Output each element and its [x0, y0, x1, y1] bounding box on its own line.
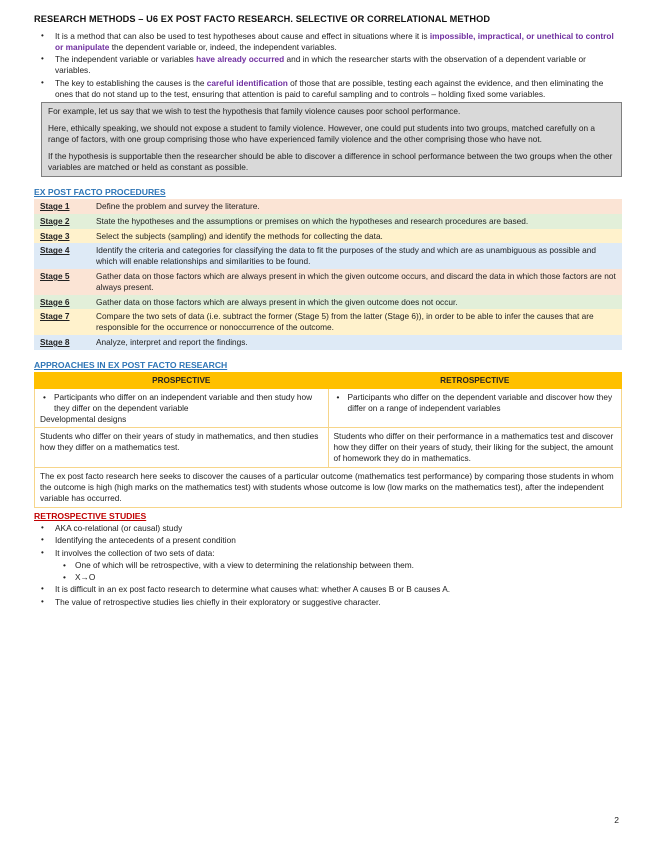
prospective-extra: Developmental designs — [40, 413, 127, 424]
retrospective-example-cell: Students who differ on their performance in a mathematics test and discover how they differ on their years of study, their liking for the subject, the amount of homework they do in mathematics. — [328, 428, 622, 468]
stage-label: Stage 1 — [40, 200, 70, 211]
stage-label: Stage 5 — [40, 270, 70, 281]
sub-list-item: • One of which will be retrospective, with a view to determining the relationship between them. — [55, 560, 622, 571]
sub-list-item: • X→O — [55, 572, 622, 583]
list-item: • Identifying the antecedents of a present condition — [34, 535, 622, 546]
example-paragraph-3: If the hypothesis is supportable then the researcher should be able to discover a difference in school performance between the two groups when the other variables are matched or held as constant as possible. — [48, 151, 613, 173]
page-number: 2 — [614, 815, 619, 825]
stage-label: Stage 2 — [40, 215, 70, 226]
intro-bullet-2: • The independent variable or variables have already occurred and in which the researcher starts with the observation of a dependent variable or variables. — [34, 54, 622, 76]
document-title: RESEARCH METHODS – U6 EX POST FACTO RESEARCH. SELECTIVE OR CORRELATIONAL METHOD — [34, 14, 491, 24]
table-row — [35, 468, 622, 508]
approaches-header-row — [35, 372, 622, 388]
prospective-header: PROSPECTIVE — [35, 372, 329, 388]
intro-bullet-1: • It is a method that can also be used to test hypotheses about cause and effect in situations where it is impossible, impractical, or unethical to control or manipulate the dependent variable or, indeed, the independent variables. — [34, 31, 622, 53]
stage-label: Stage 6 — [40, 296, 70, 307]
list-item: • The value of retrospective studies lies chiefly in their exploratory or suggestive character. — [34, 597, 622, 608]
stage-row — [34, 243, 622, 269]
highlight-text: have already occurred — [196, 54, 285, 65]
stage-row — [34, 309, 622, 335]
stage-row — [34, 269, 622, 295]
stage-label: Stage 7 — [40, 311, 70, 322]
stage-description: Gather data on those factors which are always present in which the given outcome occurs, and discard the data in which those factors are not always present. — [96, 270, 616, 292]
list-item: • It involves the collection of two sets of data: • One of which will be retrospective, with a view to determining the relationship between them. • X→O — [34, 548, 622, 583]
stage-row — [34, 199, 622, 214]
retrospective-definition-cell — [328, 388, 622, 428]
stage-description: Analyze, interpret and report the findings. — [96, 336, 248, 347]
stage-label: Stage 3 — [40, 230, 70, 241]
stage-label: Stage 4 — [40, 245, 70, 256]
stage-description: Gather data on those factors which are always present in which the given outcome does not occur. — [96, 296, 458, 307]
stage-description: Identify the criteria and categories for classifying the data to fit the purposes of the study and which are as unambiguous as possible and which will enable relationships and similarities to be found. — [96, 245, 596, 267]
prospective-definition: • Participants who differ on an independent variable and then study how they differ on the dependent variable — [40, 392, 323, 414]
intro-bullet-3: • The key to establishing the causes is the careful identification of those that are possible, testing each against the evidence, and then eliminating the ones that do not stand up to the test, ensuring that attention is paid to careful sampling and to controls – holding fixed some variables. — [34, 78, 622, 100]
table-row — [35, 428, 622, 468]
list-item: • It is difficult in an ex post facto research to determine what causes what: whether A causes B or B causes A. — [34, 584, 622, 595]
stage-row — [34, 335, 622, 350]
example-box — [41, 102, 622, 177]
document-page — [34, 14, 622, 609]
highlight-text: careful identification — [206, 77, 288, 88]
retrospective-definition: • Participants who differ on the dependent variable and discover how they differ on a range of independent variables — [334, 392, 617, 414]
list-item: • AKA co-relational (or causal) study — [34, 523, 622, 534]
intro-bullet-list — [34, 31, 622, 99]
stage-description: State the hypotheses and the assumptions or premises on which the hypotheses and research procedures are based. — [96, 215, 529, 226]
highlight-text: impossible, impractical, or unethical to control or manipulate — [55, 31, 614, 52]
stage-description: Select the subjects (sampling) and identify the methods for collecting the data. — [96, 230, 383, 241]
stage-label: Stage 8 — [40, 336, 70, 347]
procedures-table — [34, 199, 622, 350]
example-paragraph-2: Here, ethically speaking, we should not expose a student to family violence. However, one could put students into two groups, matched carefully on a range of factors, with one group comprising those who have experienced family violence and the other comprising those who have not. — [48, 123, 595, 145]
prospective-definition-cell — [35, 388, 329, 428]
procedures-heading: EX POST FACTO PROCEDURES — [34, 186, 166, 197]
stage-row — [34, 214, 622, 229]
approaches-heading: APPROACHES IN EX POST FACTO RESEARCH — [34, 359, 228, 370]
approaches-table — [34, 372, 622, 508]
retrospective-heading: RETROSPECTIVE STUDIES — [34, 510, 147, 521]
example-paragraph-1: For example, let us say that we wish to test the hypothesis that family violence causes poor school performance. — [48, 106, 461, 117]
approaches-footer-cell: The ex post facto research here seeks to discover the causes of a particular outcome (mathematics test performance) by comparing those students in whom the outcome is high (high marks on the mathematics test) with students whose outcome is low (low marks on the mathematics test), after the independent variable has occurred. — [35, 468, 622, 508]
stage-row — [34, 295, 622, 310]
stage-description: Compare the two sets of data (i.e. subtract the former (Stage 5) from the latter (Stage 6)), in order to be able to infer the causes that are responsible for the occurrence or nonoccurrence of the outcome. — [96, 311, 594, 333]
prospective-example-cell: Students who differ on their years of study in mathematics, and then studies how they differ on a mathematics test. — [35, 428, 329, 468]
sub-bullet-list — [55, 560, 622, 583]
stage-row — [34, 229, 622, 244]
stage-description: Define the problem and survey the literature. — [96, 200, 260, 211]
retrospective-header: RETROSPECTIVE — [328, 372, 622, 388]
retrospective-bullet-list — [34, 523, 622, 608]
table-row — [35, 388, 622, 428]
